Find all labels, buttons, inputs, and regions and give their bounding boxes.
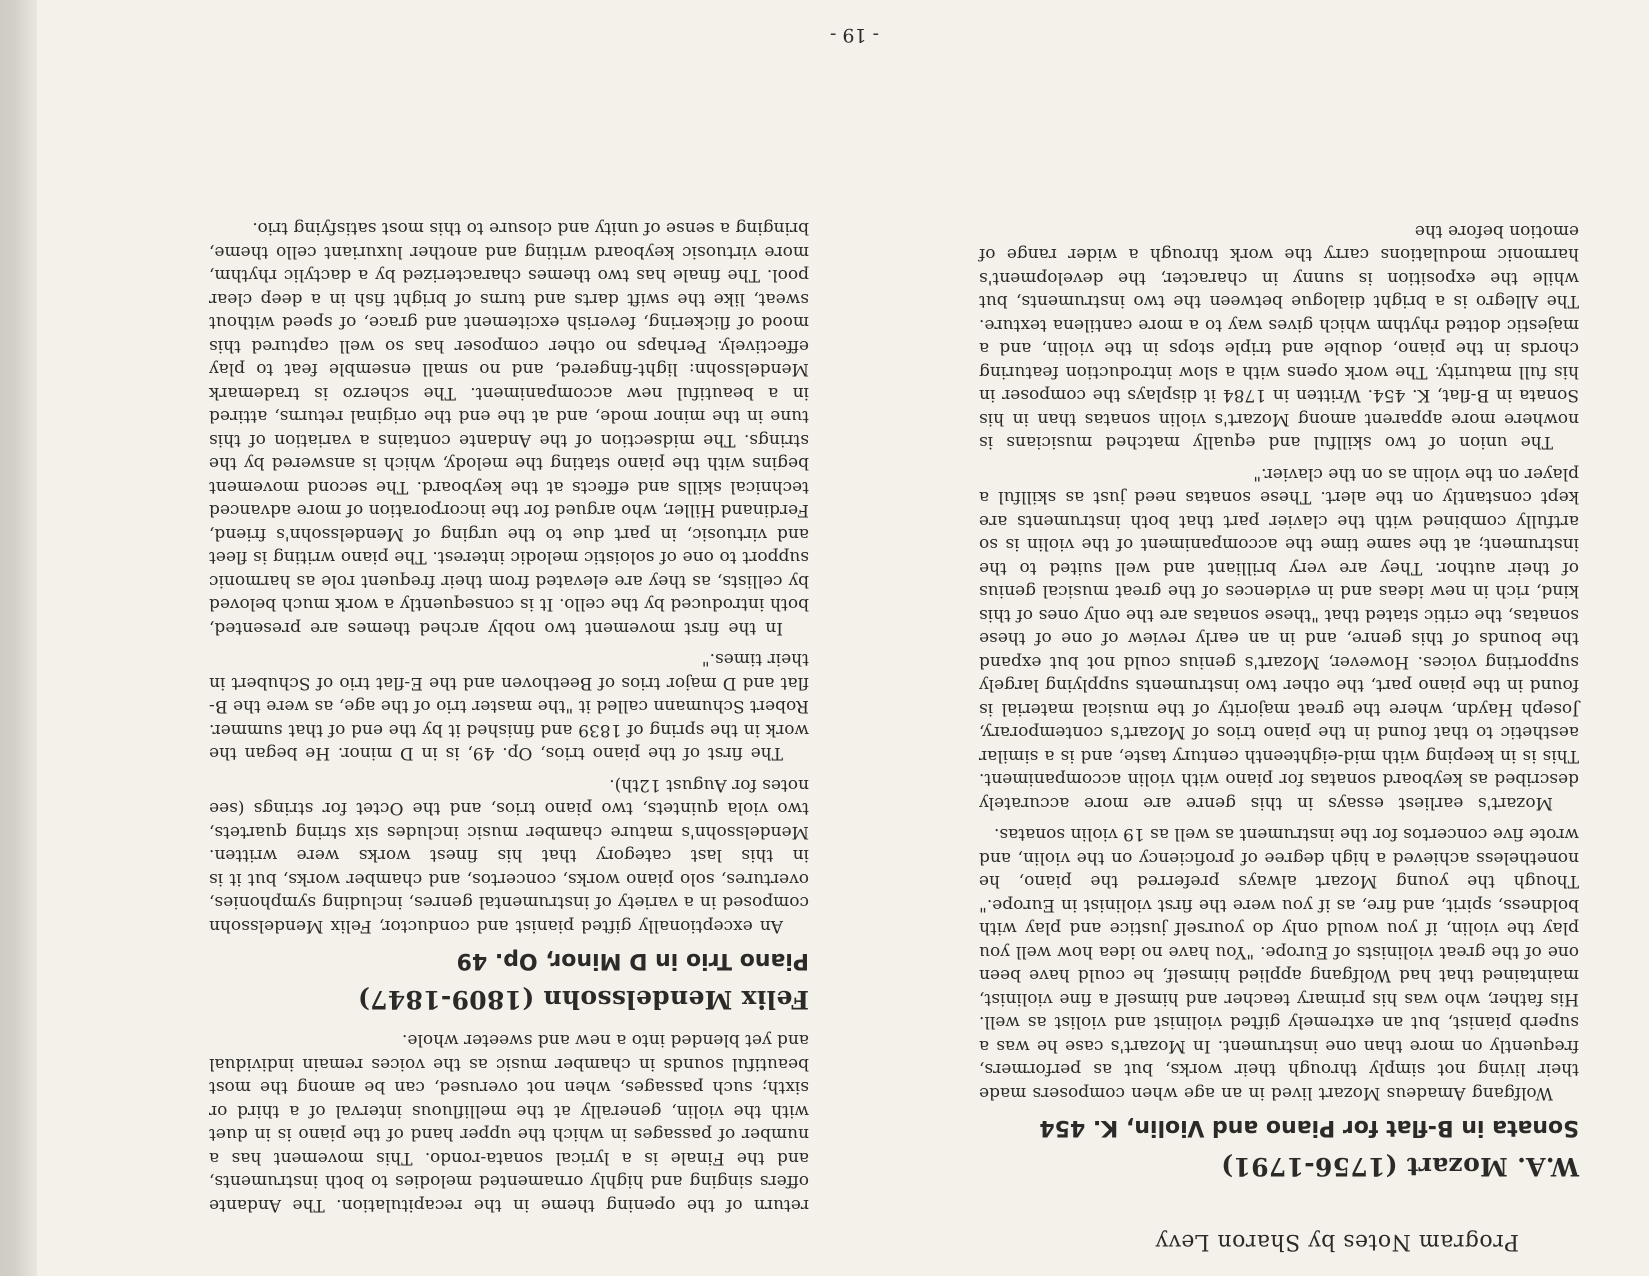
paragraph: The first of the piano trios, Op. 49, is in D minor. He began the work in the spring of 1839 and finished it by the end of that summer. Robert Schumann called it "the master trio of the age, as were the B-flat and D major trios of Beethoven and the E-flat trio of Schubert in their times." — [209, 649, 809, 764]
work-title-mendelssohn: Piano Trio in D Minor, Op. 49 — [456, 948, 809, 973]
paragraph: Mozart's earliest essays in this genre are more accurately described as keyboard sonatas for piano with violin accompaniment. This is in keeping with mid-eighteenth century taste, and is a similar aesthetic to that found in the piano trios of Mozart's contemporary, Joseph Haydn, where the great majority of the musical material is found in the piano part, the other two instruments supplying largely supporting voices. However, Mozart's genius could not but expand the bounds of this genre, and in an early review of one of these sonatas, the critic stated that "these sonatas are the only ones of this kind, rich in new ideas and in evidences of the great musical genius of their author. They are very brilliant and well suited to the instrument; at the same time the accompaniment of the violin is so artfully combined with the clavier part that both instruments are kept constantly on the alert. These sonatas need just as skillful a player on the violin as on the clavier." — [979, 463, 1579, 813]
right-column — [209, 208, 809, 1216]
paragraph: An exceptionally gifted pianist and conductor, Felix Mendelssohn composed in a variety of instrumental genres, including symphonies, overtures, solo piano works, concertos, and chamber works, but it is in this last category that his finest works were written. Mendelssohn's mature chamber music includes six string quartets, two viola quintets, two piano trios, and the Octet for strings (see notes for August 12th). — [209, 774, 809, 936]
paragraph: Wolfgang Amadeus Mozart lived in an age when composers made their living not simply through their works, but as performers, frequently on more than one instrument. In Mozart's case he was a superb pianist, but an extremely gifted violinist and violist as well. His father, who was his primary teacher and himself a fine violinist, maintained that had Wolfgang applied himself, he could have been one of the great violinists of Europe. "You have no idea how well you play the violin, if you would only do yourself justice and play with boldness, spirit, and fire, as if you were the first violinist in Europe." Though the young Mozart always preferred the piano, he nonetheless achieved a high degree of proficiency on the violin, and wrote five concertos for the instrument as well as 19 violin sonatas. — [979, 824, 1579, 1103]
paragraph: In the first movement two nobly arched themes are presented, both introduced by the cello. It is consequently a work much beloved by cellists, as they are elevated from their frequent role as harmonic support to one of soloistic melodic interest. The piano writing is fleet and virtuosic, in part due to the urging of Mendelssohn's friend, Ferdinand Hiller, who argued for the incorporation of more advanced technical skills and effects at the keyboard. The second movement begins with the piano stating the melody, which is answered by the strings. The midsection of the Andante contains a variation of this tune in the minor mode, and at the end the original returns, attired in a beautiful new accompaniment. The scherzo is trademark Mendelssohn: light-fingered, and no small ensemble feat to play effectively. Perhaps no other composer has so well captured this mood of flickering, feverish excitement and grace, of speed without sweat, like the swift darts and turns of bright fish in a deep clear pool. The finale has two themes characterized by a dactylic rhythm, more virtuosic keyboard writing and another luxuriant cello theme, bringing a sense of unity and closure to this most satisfying trio. — [209, 218, 809, 638]
composer-heading-mendelssohn: Felix Mendelssohn (1809-1847) — [357, 985, 809, 1014]
left-column — [979, 210, 1579, 1181]
paragraph: return of the opening theme in the recapitulation. The Andante offers singing and highly ornamented melodies to both instruments, and the Finale is a lyrical sonata-rondo. This movement has a number of passages in which the upper hand of the piano is in duet with the violin, generally at the mellifluous interval of a third or sixth; such passages, when not overused, can be among the most beautiful sounds in chamber music as the voices remain individual and yet blended into a new and sweeter whole. — [209, 1030, 809, 1215]
work-title-mozart: Sonata in B-flat for Piano and Violin, K. 454 — [1039, 1115, 1579, 1140]
page-number: - 19 - — [829, 24, 879, 46]
paragraph: The union of two skillful and equally matched musicians is nowhere more apparent among Mozart's violin sonatas than in his Sonata in B-flat, K. 454. Written in 1784 it displays the composer in his full maturity. The work opens with a slow introduction featuring chords in the piano, double and triple stops in the violin, and a majestic dotted rhythm which gives way to a more cantilena texture. The Allegro is a bright dialogue between the two instruments, but while the exposition is sunny in character, the development's harmonic modulations carry the work through a wider range of emotion before the — [979, 220, 1579, 453]
page-header: Program Notes by Sharon Levy — [1154, 1229, 1519, 1254]
binding-shadow — [0, 0, 37, 1276]
composer-heading-mozart: W.A. Mozart (1756-1791) — [1221, 1152, 1579, 1181]
